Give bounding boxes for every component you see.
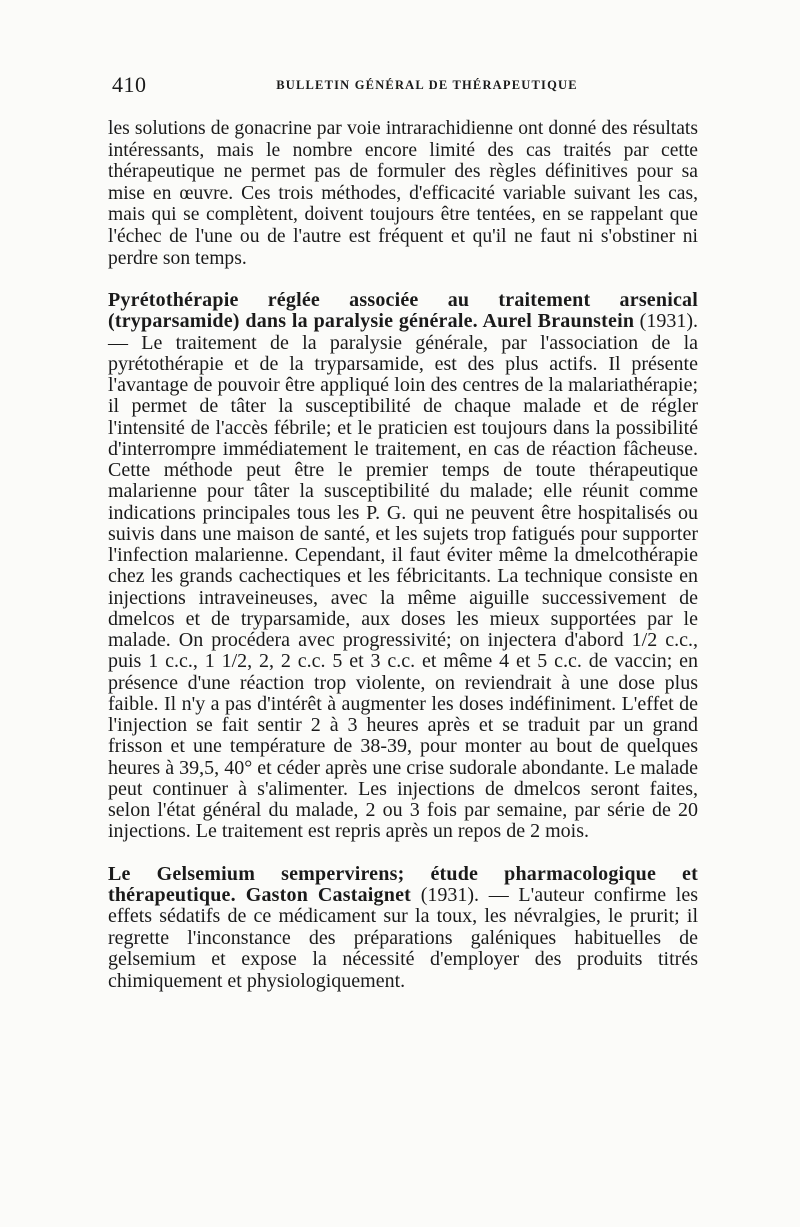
paragraph-continuation — [108, 118, 698, 269]
running-title: BULLETIN GÉNÉRAL DE THÉRAPEUTIQUE — [276, 78, 578, 92]
paragraph-text: les solutions de gonacrine par voie intrarachidienne ont donné des résultats intéressants, mais le nombre encore limité des cas traités par cette thérapeutique ne permet pas de formuler des règles définitives pour sa mise en œuvre. Ces trois méthodes, d'efficacité variable suivant les cas, mais qui se complètent, doivent toujours être tentées, en se rappelant que l'échec de l'une ou de l'autre est fréquent et qu'il ne faut ni s'obstiner ni perdre son temps. — [108, 118, 698, 269]
paragraph-text: (1931). — L'auteur confirme les effets sédatifs de ce médicament sur la toux, les névralgies, le prurit; il regrette l'inconstance des préparations galéniques habituelles de gelsemium et expose la nécessité d'employer des produits titrés chimiquement et physiologiquement. — [108, 884, 698, 992]
page-number: 410 — [112, 72, 147, 97]
paragraph-braunstein — [108, 290, 698, 843]
page-header — [112, 72, 702, 100]
article-title: Pyrétothérapie réglée associée au traitement arsenical (tryparsamide) dans la paralysie générale. Aurel Braunstein — [108, 289, 698, 333]
body-text — [108, 118, 698, 992]
paragraph-castaignet — [108, 864, 698, 992]
article-title: Le Gelsemium sempervirens; étude pharmacologique et thérapeutique. Gaston Castaignet — [108, 862, 698, 907]
paragraph-text: (1931). — Le traitement de la paralysie générale, par l'association de la pyrétothérapie et de la tryparsamide, est des plus actifs. Il présente l'avantage de pouvoir être appliqué loin des centres de la malariathérapie; il permet de tâter la susceptibilité de chaque malade et de régler l'intensité de l'accès fébrile; et le praticien est toujours dans la possibilité d'interrompre immédiatement le traitement, en cas de réaction fâcheuse. Cette méthode peut être le premier temps de toute thérapeutique malarienne pour tâter la susceptibilité du malade; elle réunit comme indications principales tous les P. G. qui ne peuvent être hospitalisés ou suivis dans une maison de santé, et les sujets trop fatigués pour supporter l'infection malarienne. Cependant, il faut éviter même la dmelcothérapie chez les grands cachectiques et les fébricitants. La technique consiste en injections intraveineuses, avec la même aiguille successivement de dmelcos et de tryparsamide, aux doses les mieux supportées par le malade. On procédera avec progressivité; on injectera d'abord 1/2 c.c., puis 1 c.c., 1 1/2, 2, 2 c.c. 5 et 3 c.c. et même 4 et 5 c.c. de vaccin; en présence d'une réaction trop violente, on reviendrait à une dose plus faible. Il n'y a pas d'intérêt à augmenter les doses indéfiniment. L'effet de l'injection se fait sentir 2 à 3 heures après et se traduit par un grand frisson et une température de 38-39, pour monter au bout de quelques heures à 39,5, 40° et céder après une crise sudorale abondante. Le malade peut continuer à s'alimenter. Les injections de dmelcos seront faites, selon l'état général du malade, 2 ou 3 fois par semaine, par série de 20 injections. Le traitement est repris après un repos de 2 mois. — [108, 310, 698, 843]
